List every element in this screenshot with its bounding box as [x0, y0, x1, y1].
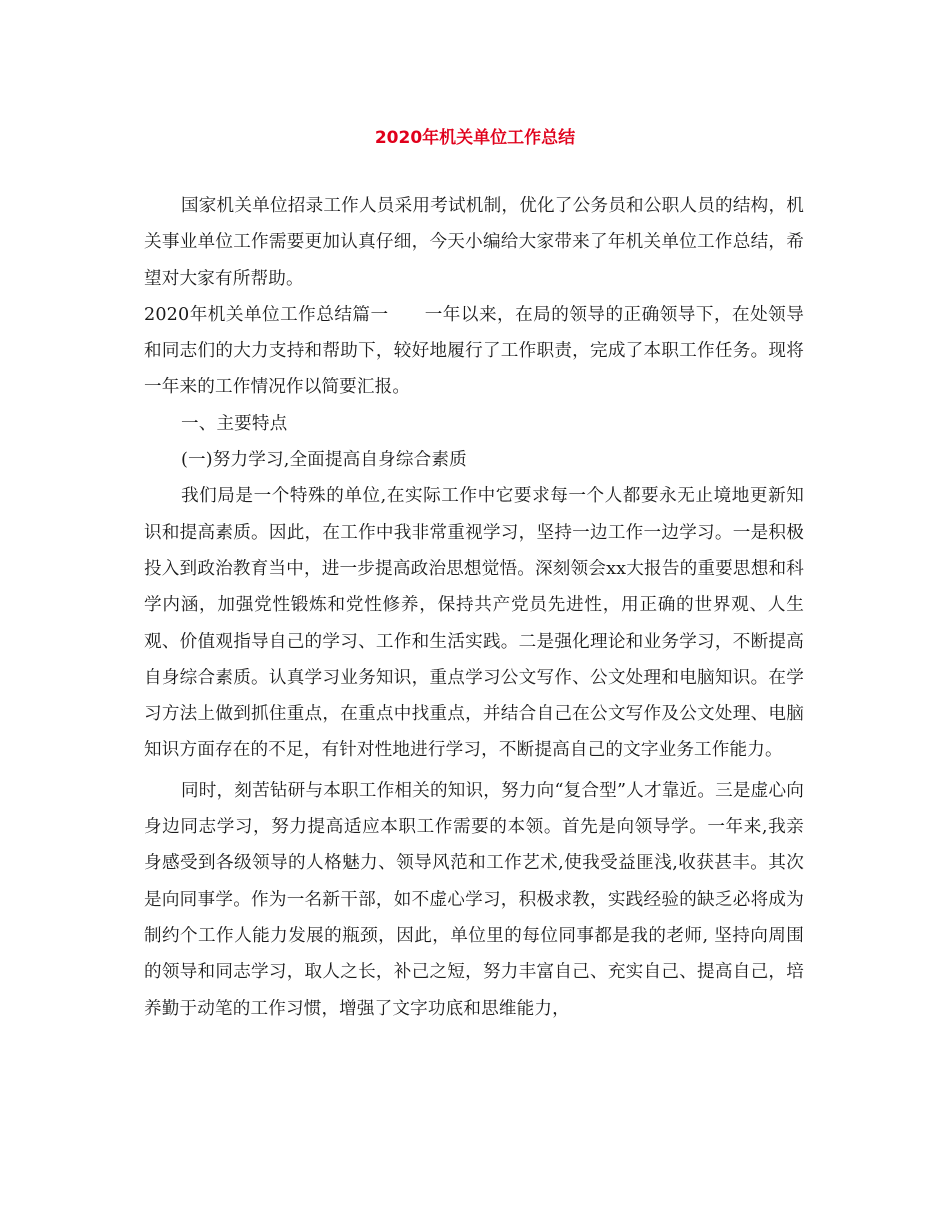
intro-paragraph: 国家机关单位招录工作人员采用考试机制，优化了公务员和公职人员的结构，机关事业单位工作需要更加认真仔细，今天小编给大家带来了年机关单位工作总结，希望对大家有所帮助。: [144, 196, 804, 289]
section-intro-paragraph: 2020年机关单位工作总结篇一 一年以来，在局的领导的正确领导下，在处领导和同志们的大力支持和帮助下，较好地履行了工作职责，完成了本职工作任务。现将一年来的工作情况作以简要汇报。: [144, 304, 804, 398]
subsection-heading: (一)努力学习,全面提高自身综合素质: [180, 450, 467, 471]
document-title: 2020年机关单位工作总结: [374, 128, 576, 148]
body-paragraph-colleagues: 同时，刻苦钻研与本职工作相关的知识，努力向“复合型”人才靠近。三是虚心向身边同志学习，努力提高适应本职工作需要的本领。首先是向领导学。一年来,我亲身感受到各级领导的人格魅力、领导风范和工作艺术,使我受益匪浅,收获甚丰。其次是向同事学。作为一名新干部，如不虚心学习，积极求教，实践经验的缺乏必将成为制约个工作人能力发展的瓶颈，因此，单位里的每位同事都是我的老师, 坚持向周围的领导和同志学习，取人之长，补己之短，努力丰富自己、充实自己、提高自己，培养勤于动笔的工作习惯，增强了文字功底和思维能力，: [144, 780, 804, 1019]
section-heading: 一、主要特点: [180, 413, 288, 434]
document-body: [144, 188, 804, 1027]
body-paragraph-study: 我们局是一个特殊的单位,在实际工作中它要求每一个人都要永无止境地更新知识和提高素质。因此，在工作中我非常重视学习，坚持一边工作一边学习。一是积极投入到政治教育当中，进一步提高政治思想觉悟。深刻领会xx大报告的重要思想和科学内涵，加强党性锻炼和党性修养，保持共产党员先进性，用正确的世界观、人生观、价值观指导自己的学习、工作和生活实践。二是强化理论和业务学习，不断提高自身综合素质。认真学习业务知识，重点学习公文写作、公文处理和电脑知识。在学习方法上做到抓住重点，在重点中找重点，并结合自己在公文写作及公文处理、电脑知识方面存在的不足，有针对性地进行学习，不断提高自己的文字业务工作能力。: [144, 486, 804, 761]
